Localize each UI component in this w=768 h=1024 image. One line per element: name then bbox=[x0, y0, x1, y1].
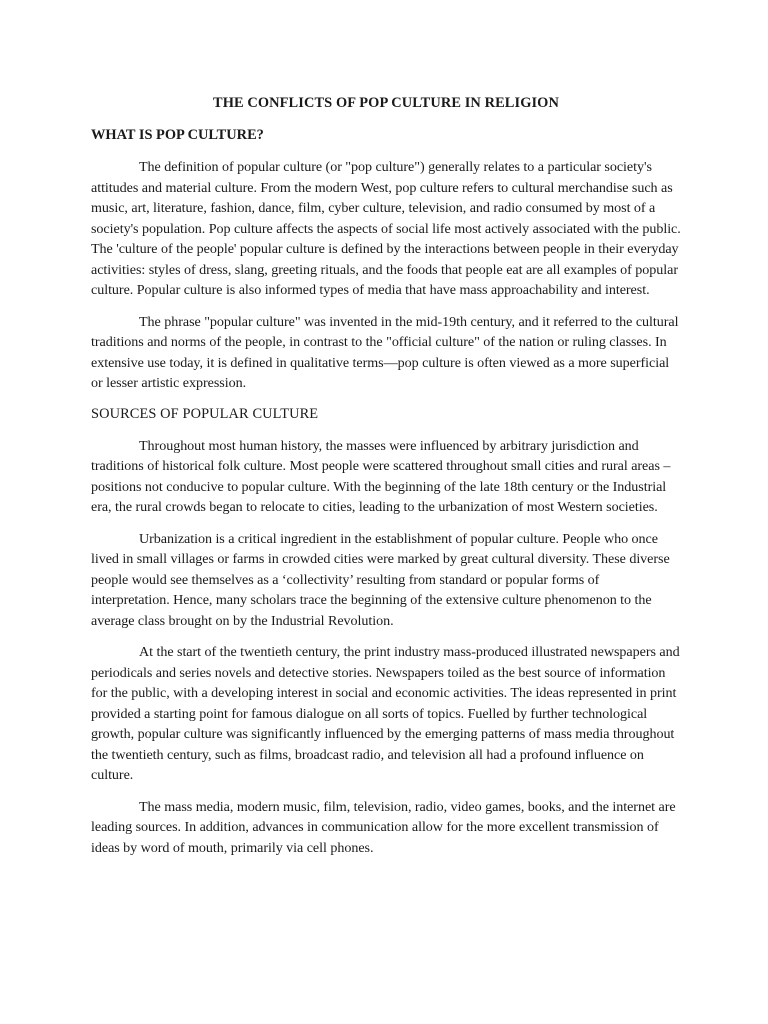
paragraph-mass-media: The mass media, modern music, film, television, radio, video games, books, and the internet are leading sources. In addition, advances in communication allow for the more excellent transmission of ideas by word of mouth, primarily via cell phones. bbox=[91, 798, 676, 856]
document-body bbox=[91, 94, 681, 869]
section-heading-sources: SOURCES OF POPULAR CULTURE bbox=[91, 405, 319, 422]
paragraph-urbanization: Urbanization is a critical ingredient in the establishment of popular culture. People who once lived in small villages or farms in crowded cities were marked by great cultural diversity. These diverse people would see themselves as a ‘collectivity’ resulting from standard or popular forms of interpretation. Hence, many scholars trace the beginning of the extensive culture phenomenon to the average class brought on by the Industrial Revolution. bbox=[91, 530, 670, 629]
paragraph-print-industry: At the start of the twentieth century, the print industry mass-produced illustrated newspapers and periodicals and series novels and detective stories. Newspapers toiled as the best source of information for the public, with a developing interest in social and economic activities. The ideas represented in print provided a starting point for famous dialogue on all sorts of topics. Fuelled by further technological growth, popular culture was significantly influenced by the emerging patterns of mass media throughout the twentieth century, such as films, broadcast radio, and television all had a profound influence on culture. bbox=[91, 644, 680, 783]
paragraph-definition: The definition of popular culture (or "pop culture") generally relates to a particular society's attitudes and material culture. From the modern West, pop culture refers to cultural merchandise such as music, art, literature, fashion, dance, film, cyber culture, television, and radio consumed by most of a society's population. Pop culture affects the aspects of social life most actively associated with the public. The 'culture of the people' popular culture is defined by the interactions between people in their everyday activities: styles of dress, slang, greeting rituals, and the foods that people eat are all examples of popular culture. Popular culture is also informed types of media that have mass approachability and interest. bbox=[91, 159, 681, 298]
document-title: THE CONFLICTS OF POP CULTURE IN RELIGION bbox=[213, 95, 559, 111]
paragraph-phrase-origin: The phrase "popular culture" was invented in the mid-19th century, and it referred to the cultural traditions and norms of the people, in contrast to the "official culture" of the nation or ruling classes. In extensive use today, it is defined in qualitative terms—pop culture is often viewed as a more superficial or lesser artistic expression. bbox=[91, 313, 679, 391]
paragraph-history: Throughout most human history, the masses were influenced by arbitrary jurisdiction and traditions of historical folk culture. Most people were scattered throughout small cities and rural areas – positions not conducive to popular culture. With the beginning of the late 18th century or the Industrial era, the rural crowds began to relocate to cities, leading to the urbanization of most Western societies. bbox=[91, 437, 671, 515]
section-heading-what-is-pop-culture: WHAT IS POP CULTURE? bbox=[91, 127, 264, 143]
